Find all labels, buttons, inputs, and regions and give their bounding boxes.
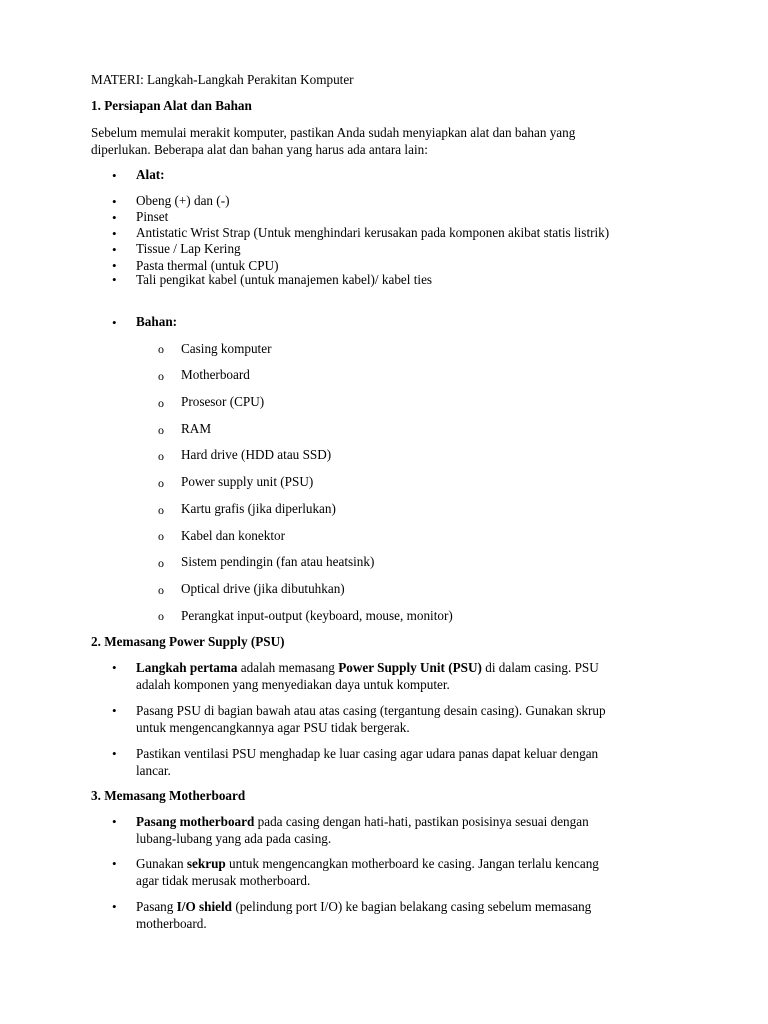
bullet-glyph: •: [112, 660, 117, 675]
mb-step-2-line-2: agar tidak merusak motherboard.: [136, 873, 311, 888]
alat-item: Pinset: [136, 209, 169, 224]
circle-bullet-glyph: o: [158, 556, 164, 570]
section-2-heading: 2. Memasang Power Supply (PSU): [91, 634, 285, 649]
mb-step-3-bold: I/O shield: [176, 899, 233, 914]
psu-step-2-line-2: untuk mengencangkannya agar PSU tidak bergerak.: [136, 720, 410, 735]
bullet-glyph: •: [112, 226, 117, 241]
psu-step-1-bold-b: Power Supply Unit (PSU): [338, 660, 482, 675]
bullet-glyph: •: [112, 746, 117, 761]
alat-item: Antistatic Wrist Strap (Untuk menghindari kerusakan pada komponen akibat statis listrik): [136, 225, 610, 240]
section-3-heading: 3. Memasang Motherboard: [91, 788, 246, 803]
alat-label: Alat:: [136, 167, 165, 182]
mb-step-1-line-2: lubang-lubang yang ada pada casing.: [136, 831, 332, 846]
bullet-glyph: •: [112, 258, 117, 273]
mb-step-3-end: (pelindung port I/O) ke bagian belakang casing sebelum memasang: [232, 899, 592, 914]
circle-bullet-glyph: o: [158, 476, 164, 490]
mb-step-3-line-2: motherboard.: [136, 916, 207, 931]
mb-step-2-end: untuk mengencangkan motherboard ke casing. Jangan terlalu kencang: [225, 856, 599, 871]
bahan-item: Casing komputer: [181, 341, 272, 356]
psu-step-1-line-2: adalah komponen yang menyediakan daya untuk komputer.: [136, 677, 450, 692]
circle-bullet-glyph: o: [158, 342, 164, 356]
circle-bullet-glyph: o: [158, 449, 164, 463]
mb-step-3-start: Pasang: [136, 899, 177, 914]
psu-step-3-line-2: lancar.: [136, 763, 171, 778]
circle-bullet-glyph: o: [158, 503, 164, 517]
mb-step-2-start: Gunakan: [136, 856, 187, 871]
bahan-item: Hard drive (HDD atau SSD): [181, 447, 332, 462]
circle-bullet-glyph: o: [158, 423, 164, 437]
bullet-glyph: •: [112, 194, 117, 209]
alat-item: Obeng (+) dan (-): [136, 193, 230, 208]
mb-step-1-bold: Pasang motherboard: [136, 814, 255, 829]
bullet-glyph: •: [112, 899, 117, 914]
mb-step-3-line-1: [136, 899, 591, 915]
circle-bullet-glyph: o: [158, 529, 164, 543]
mb-step-1-line-1: [136, 814, 589, 830]
bullet-glyph: •: [112, 814, 117, 829]
bullet-glyph: •: [112, 242, 117, 257]
bahan-item: Perangkat input-output (keyboard, mouse, monitor): [181, 608, 453, 623]
bullet-glyph: •: [112, 703, 117, 718]
bahan-item: Motherboard: [181, 367, 250, 382]
alat-item: Pasta thermal (untuk CPU): [136, 258, 279, 273]
bahan-item: Optical drive (jika dibutuhkan): [181, 581, 345, 596]
psu-step-1-mid: adalah memasang: [237, 660, 339, 675]
psu-step-1-end: di dalam casing. PSU: [481, 660, 599, 675]
psu-step-3-line-1: Pastikan ventilasi PSU menghadap ke luar casing agar udara panas dapat keluar dengan: [136, 746, 599, 761]
bahan-item: Sistem pendingin (fan atau heatsink): [181, 554, 375, 569]
circle-bullet-glyph: o: [158, 583, 164, 597]
document-title: MATERI: Langkah-Langkah Perakitan Komputer: [91, 72, 354, 87]
circle-bullet-glyph: o: [158, 369, 164, 383]
bahan-item: RAM: [181, 421, 212, 436]
section-1-intro-line-1: Sebelum memulai merakit komputer, pastikan Anda sudah menyiapkan alat dan bahan yang: [91, 125, 576, 140]
mb-step-1-end: pada casing dengan hati-hati, pastikan posisinya sesuai dengan: [254, 814, 589, 829]
section-1-intro-line-2: diperlukan. Beberapa alat dan bahan yang harus ada antara lain:: [91, 142, 428, 157]
bullet-glyph: •: [112, 272, 117, 287]
alat-item: Tali pengikat kabel (untuk manajemen kabel)/ kabel ties: [136, 272, 433, 287]
psu-step-1-bold-a: Langkah pertama: [136, 660, 238, 675]
bahan-item: Power supply unit (PSU): [181, 474, 314, 489]
bullet-glyph: •: [112, 315, 117, 330]
mb-step-2-bold: sekrup: [186, 856, 226, 871]
psu-step-2-line-1: Pasang PSU di bagian bawah atau atas casing (tergantung desain casing). Gunakan skrup: [136, 703, 606, 718]
bullet-glyph: •: [112, 856, 117, 871]
psu-step-1-line-1: [136, 660, 599, 676]
bahan-label: Bahan:: [136, 314, 178, 329]
bahan-item: Kartu grafis (jika diperlukan): [181, 501, 336, 516]
bullet-glyph: •: [112, 210, 117, 225]
bahan-item: Kabel dan konektor: [181, 528, 285, 543]
circle-bullet-glyph: o: [158, 396, 164, 410]
mb-step-2-line-1: [136, 856, 599, 872]
circle-bullet-glyph: o: [158, 609, 164, 623]
alat-item: Tissue / Lap Kering: [136, 241, 241, 256]
bahan-item: Prosesor (CPU): [181, 394, 265, 409]
section-1-heading: 1. Persiapan Alat dan Bahan: [91, 98, 252, 113]
bullet-glyph: •: [112, 168, 117, 183]
